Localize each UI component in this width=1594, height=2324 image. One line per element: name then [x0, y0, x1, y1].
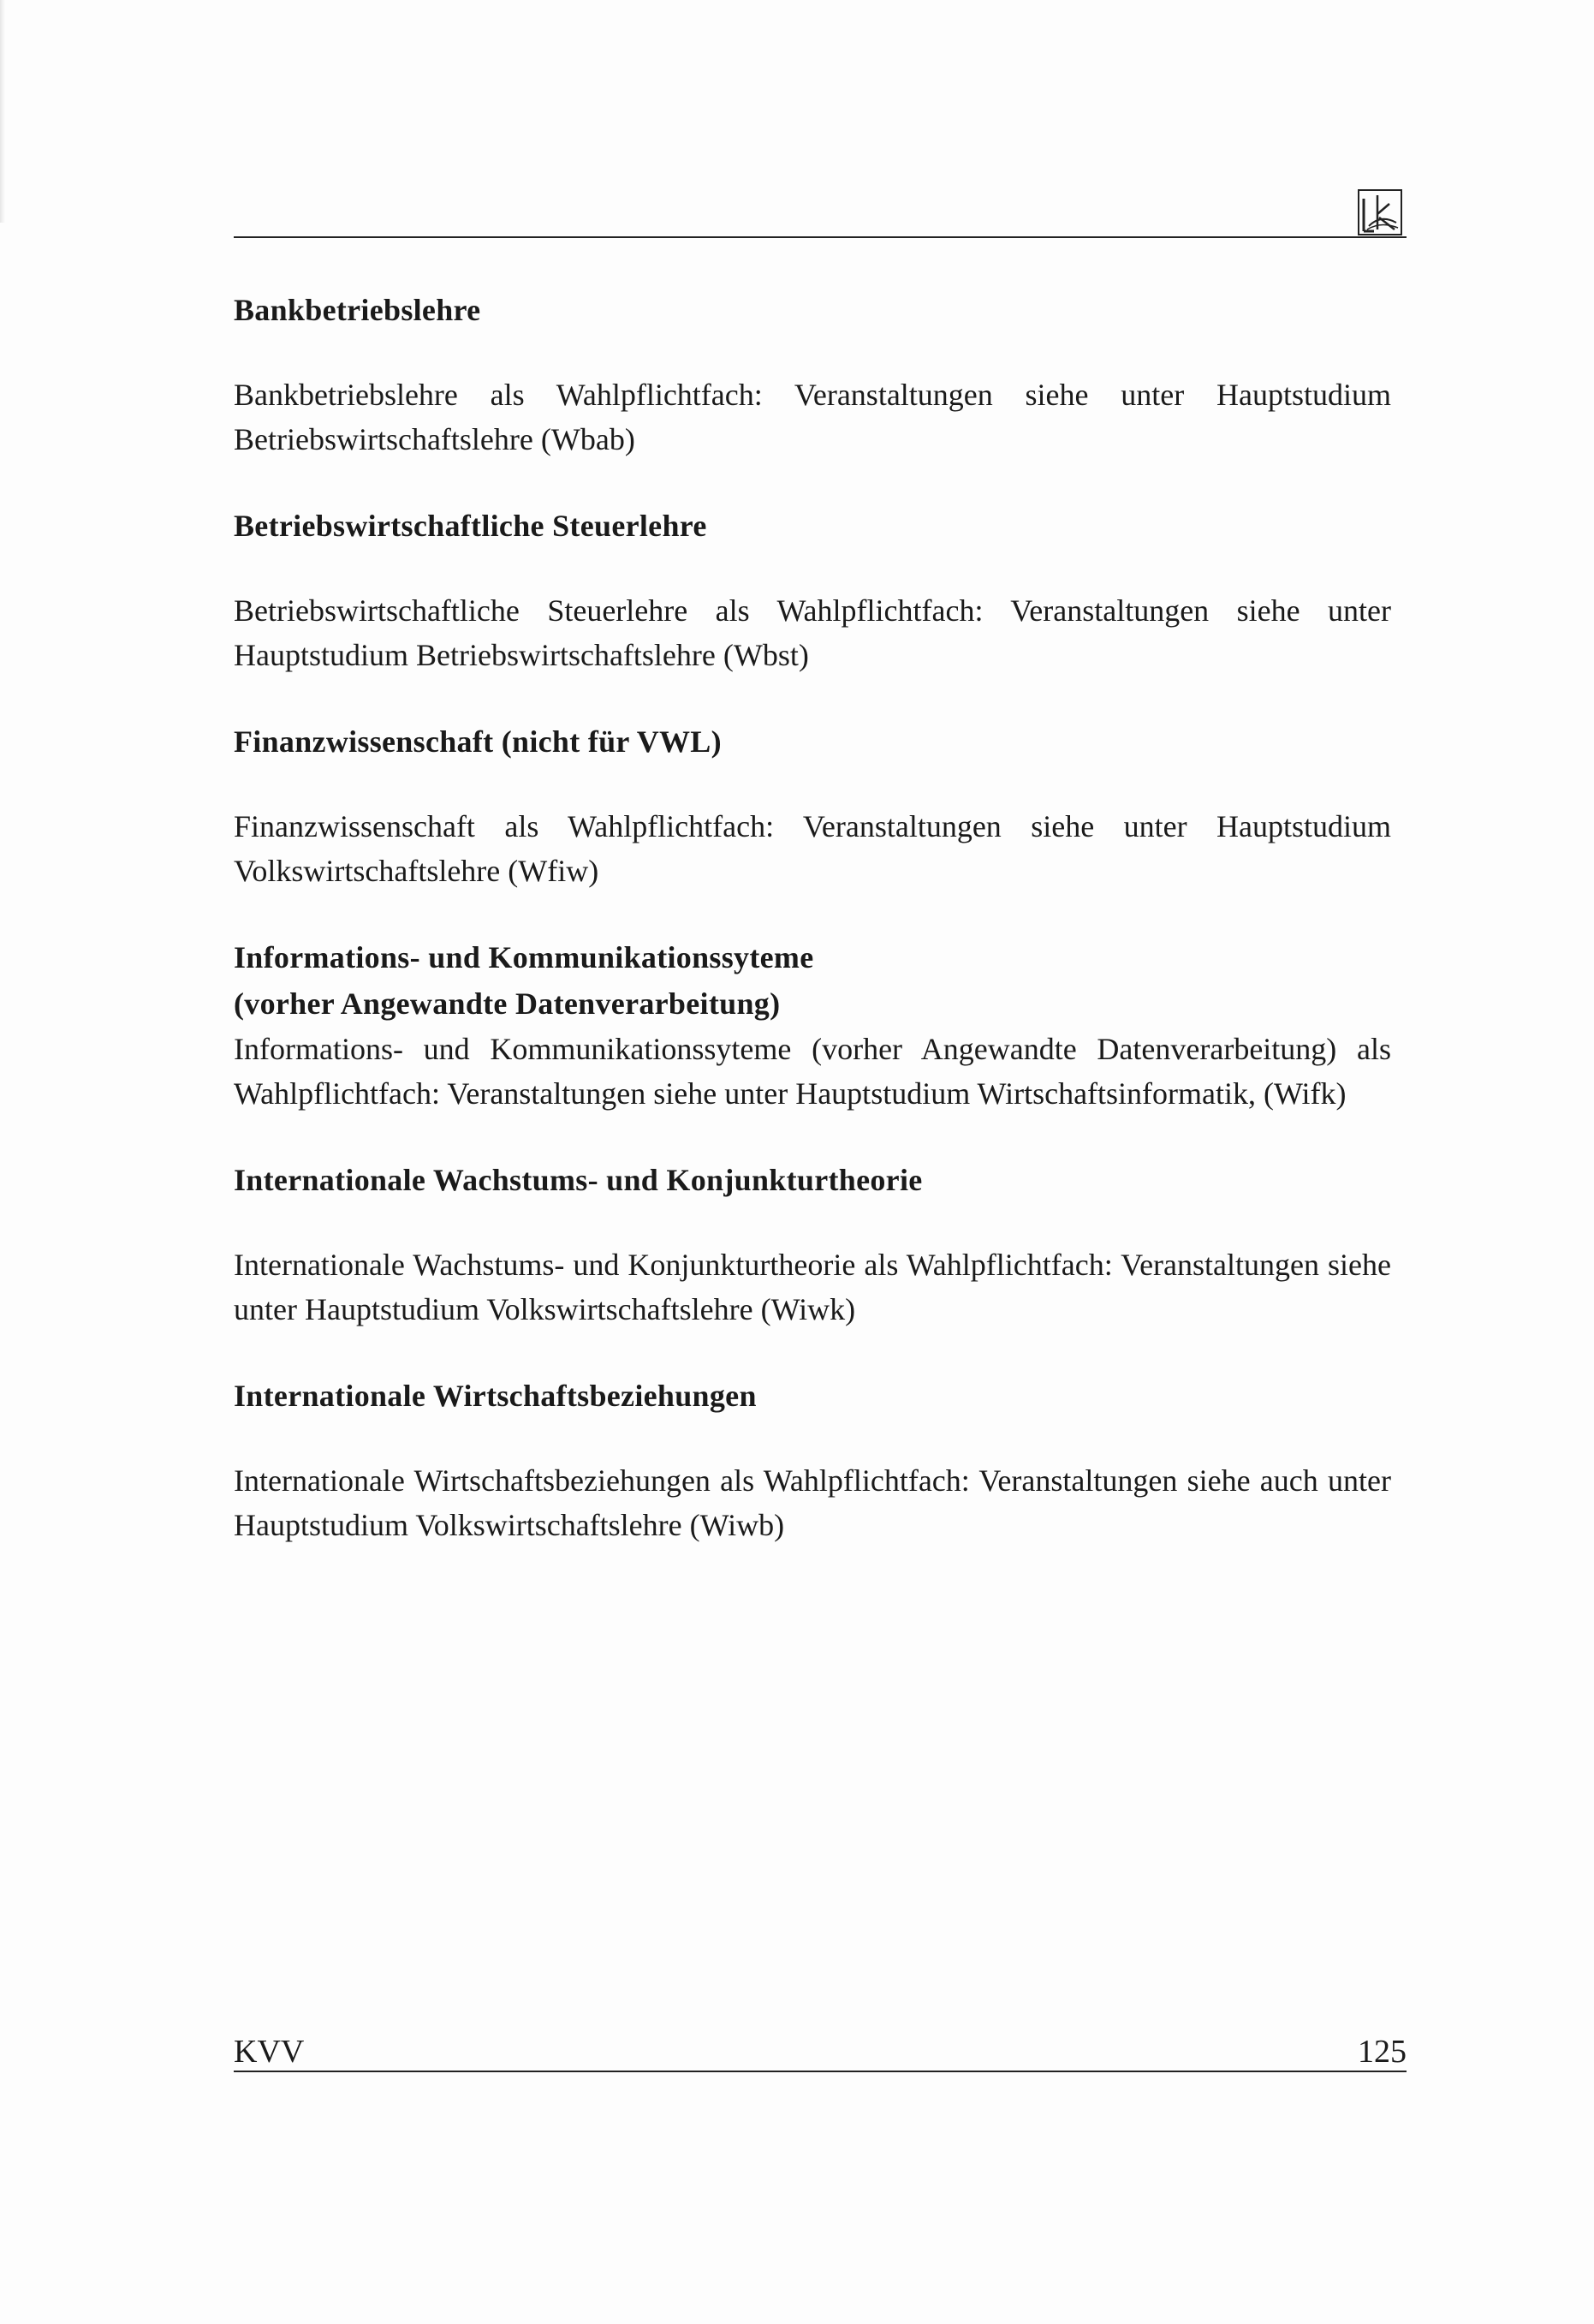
- section-heading: Informations- und Kommunikationssyteme: [234, 940, 814, 974]
- section-body: Betriebswirtschaftliche Steuerlehre als Wahlpflichtfach: Veranstaltungen siehe unter Hauptstudium Betriebswirtschaftslehre (Wbst): [234, 593, 1391, 672]
- section-heading: Bankbetriebslehre: [234, 293, 481, 327]
- header-rule: [234, 236, 1407, 238]
- section-body: Internationale Wirtschaftsbeziehungen als Wahlpflichtfach: Veranstaltungen siehe auch unter Hauptstudium Volkswirtschaftslehre (Wiwb): [234, 1463, 1391, 1542]
- section-body: Internationale Wachstums- und Konjunkturtheorie als Wahlpflichtfach: Veranstaltungen siehe unter Hauptstudium Volkswirtschaftslehre (Wiwk): [234, 1248, 1391, 1326]
- section-steuerlehre: [234, 503, 1391, 677]
- section-body: Finanzwissenschaft als Wahlpflichtfach: Veranstaltungen siehe unter Hauptstudium Volkswirtschaftslehre (Wfiw): [234, 809, 1391, 888]
- section-finanzwissenschaft: [234, 718, 1391, 893]
- footer-rule: [234, 2071, 1407, 2072]
- section-heading: Internationale Wirtschaftsbeziehungen: [234, 1379, 757, 1413]
- section-konjunkturtheorie: [234, 1157, 1391, 1332]
- section-informationssysteme: [234, 934, 1391, 1116]
- section-body: Informations- und Kommunikationssyteme (vorher Angewandte Datenverarbeitung) als Wahlpflichtfach: Veranstaltungen siehe unter Hauptstudium Wirtschaftsinformatik, (Wifk): [234, 1032, 1391, 1111]
- section-heading: Internationale Wachstums- und Konjunkturtheorie: [234, 1163, 923, 1197]
- section-heading: Finanzwissenschaft (nicht für VWL): [234, 724, 722, 759]
- section-wirtschaftsbeziehungen: [234, 1373, 1391, 1547]
- section-bankbetriebslehre: [234, 287, 1391, 462]
- section-subheading: (vorher Angewandte Datenverarbeitung): [234, 986, 781, 1021]
- section-heading: Betriebswirtschaftliche Steuerlehre: [234, 509, 707, 543]
- footer-label: KVV: [234, 2034, 305, 2070]
- section-body: Bankbetriebslehre als Wahlpflichtfach: Veranstaltungen siehe unter Hauptstudium Betriebswirtschaftslehre (Wbab): [234, 378, 1391, 456]
- content-column: [234, 287, 1391, 1547]
- library-logo-icon: [1357, 188, 1403, 236]
- scan-edge-shadow: [0, 0, 5, 223]
- page-number: 125: [1358, 2034, 1407, 2070]
